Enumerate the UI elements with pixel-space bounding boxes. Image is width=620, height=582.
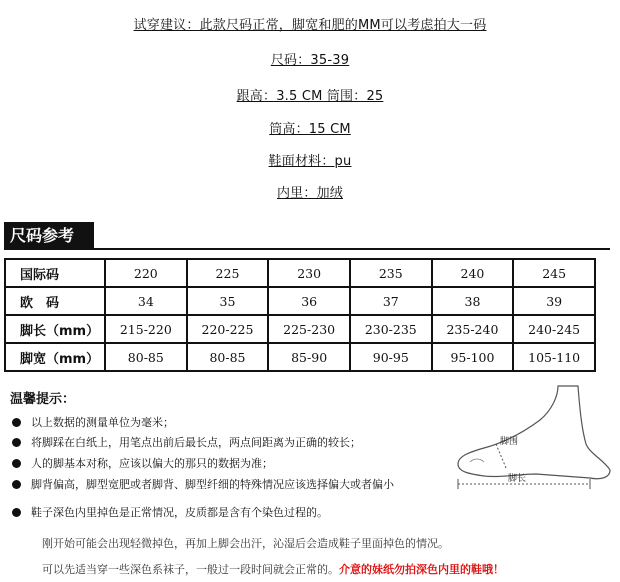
- tip-text: 鞋子深色内里掉色是正常情况，皮质都是含有个染色过程的。: [31, 506, 328, 519]
- fit-advice: 试穿建议：此款尺码正常，脚宽和肥的MM可以考虑拍大一码: [133, 18, 487, 33]
- table-row: [5, 287, 595, 315]
- foot-icon: [458, 386, 610, 479]
- table-cell: 36: [268, 287, 350, 315]
- tip-item: [12, 455, 273, 471]
- table-cell: 85-90: [268, 343, 350, 371]
- table-cell: 35: [187, 287, 269, 315]
- row-label: 欧 码: [5, 287, 105, 315]
- size-range: 尺码：35-39: [270, 53, 350, 68]
- row-label: 脚宽（mm）: [5, 343, 105, 371]
- table-cell: 235-240: [432, 315, 514, 343]
- table-cell: 80-85: [187, 343, 269, 371]
- table-cell: 220: [105, 259, 187, 287]
- table-cell: 34: [105, 287, 187, 315]
- bullet-icon: [12, 438, 21, 447]
- table-cell: 95-100: [432, 343, 514, 371]
- width-label: 脚围: [500, 437, 519, 447]
- lining: 内里：加绒: [276, 186, 343, 201]
- table-row: [5, 259, 595, 287]
- foot-diagram: [440, 382, 615, 492]
- table-cell: 235: [350, 259, 432, 287]
- table-cell: 80-85: [105, 343, 187, 371]
- tip-text: 以上数据的测量单位为毫米；: [31, 416, 174, 429]
- section-title: 尺码参考: [4, 222, 94, 250]
- bullet-icon: [12, 480, 21, 489]
- bullet-icon: [12, 418, 21, 427]
- table-cell: 37: [350, 287, 432, 315]
- tip-item: [12, 476, 394, 492]
- heel-height: 跟高：3.5 CM 筒围：25: [236, 89, 384, 104]
- size-table: [4, 258, 596, 372]
- table-row: [5, 315, 595, 343]
- length-label: 脚长: [508, 474, 527, 484]
- tip-item: [12, 434, 361, 450]
- upper-material: 鞋面材料：pu: [268, 154, 352, 169]
- bullet-icon: [12, 508, 21, 517]
- tips-title: 温馨提示：: [10, 392, 76, 407]
- table-cell: 245: [513, 259, 595, 287]
- tip-text: 人的脚基本对称，应该以偏大的那只的数据为准；: [31, 457, 273, 470]
- table-cell: 215-220: [105, 315, 187, 343]
- table-cell: 38: [432, 287, 514, 315]
- row-label: 脚长（mm）: [5, 315, 105, 343]
- shaft-height: 筒高：15 CM: [269, 122, 351, 137]
- warning-text: 介意的妹纸勿拍深色内里的鞋哦！: [339, 563, 504, 576]
- divider: [4, 248, 610, 250]
- table-cell: 240: [432, 259, 514, 287]
- table-row: [5, 343, 595, 371]
- tip-item: [12, 504, 328, 520]
- table-cell: 225: [187, 259, 269, 287]
- table-cell: 90-95: [350, 343, 432, 371]
- table-cell: 230-235: [350, 315, 432, 343]
- dye-note-line: [42, 561, 504, 577]
- table-cell: 240-245: [513, 315, 595, 343]
- table-cell: 105-110: [513, 343, 595, 371]
- table-cell: 220-225: [187, 315, 269, 343]
- row-label: 国际码: [5, 259, 105, 287]
- tip-item: [12, 414, 174, 430]
- table-cell: 230: [268, 259, 350, 287]
- tip-text: 脚背偏高，脚型宽肥或者脚背、脚型纤细的特殊情况应该选择偏大或者偏小: [31, 478, 394, 491]
- dye-note-text: 可以先适当穿一些深色系袜子，一般过一段时间就会正常的。: [42, 563, 339, 576]
- table-cell: 225-230: [268, 315, 350, 343]
- table-cell: 39: [513, 287, 595, 315]
- bullet-icon: [12, 459, 21, 468]
- tip-text: 将脚踩在白纸上，用笔点出前后最长点，两点间距离为正确的较长；: [31, 436, 361, 449]
- dye-note-line: 刚开始可能会出现轻微掉色，再加上脚会出汗，沁湿后会造成鞋子里面掉色的情况。: [42, 537, 449, 550]
